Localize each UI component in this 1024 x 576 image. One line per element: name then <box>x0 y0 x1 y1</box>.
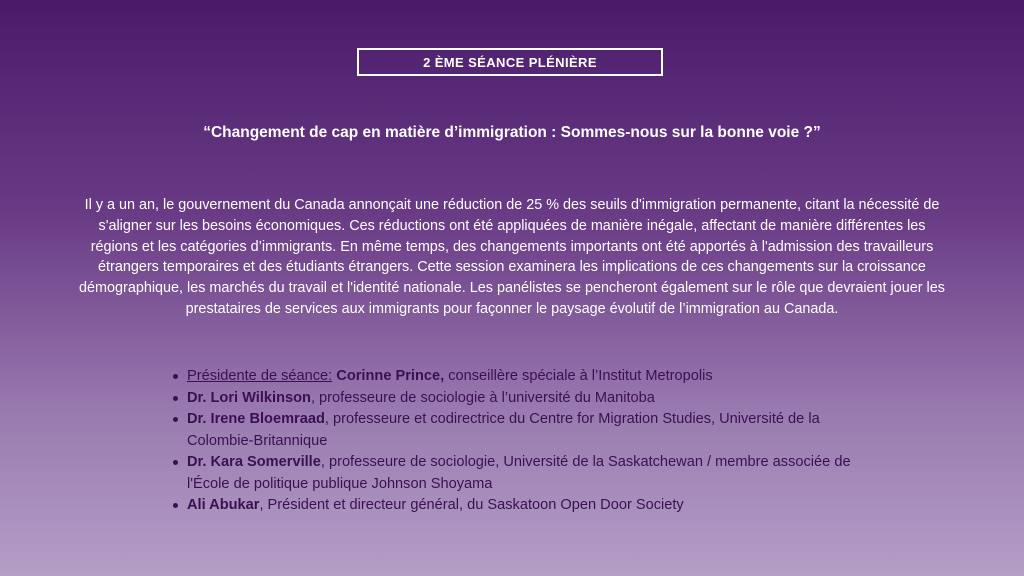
list-item-speaker <box>170 452 890 495</box>
list-item-speaker <box>170 388 890 410</box>
speaker-name: Dr. Irene Bloemraad <box>187 411 325 427</box>
chair-detail: conseillère spéciale à l’Institut Metropolis <box>444 368 713 384</box>
list-item-speaker <box>170 495 890 517</box>
speaker-name: Dr. Lori Wilkinson <box>187 389 311 406</box>
list-item-speaker <box>170 409 890 452</box>
panelist-list <box>170 366 890 517</box>
chair-name: Corinne Prince, <box>336 368 445 384</box>
session-description: Il y a un an, le gouvernement du Canada annonçait une réduction de 25 % des seuils d'immigration permanente, citant la nécessité de s'aligner sur les besoins économiques. Ces réductions ont été appliquées de manière inégale, affectant de manière différentes les régions et les catégories d’immigrants. En même temps, des changements importants ont été apportés à l'admission des travailleurs étrangers temporaires et des étudiants étrangers. Cette session examinera les implications de ces changements sur la croissance démographique, les marchés du travail et l'identité nationale. Les panélistes se pencheront également sur le rôle que devraient jouer les prestataires de services aux immigrants pour façonner le paysage évolutif de l’immigration au Canada. <box>79 197 945 317</box>
speaker-detail: , professeure de sociologie à l’université du Manitoba <box>310 389 655 406</box>
speaker-detail: , professeure de sociologie, Université de la Saskatchewan / membre associée de l'École de politique publique Johnson Shoyama <box>187 454 851 492</box>
speaker-detail: , Président et directeur général, du Saskatoon Open Door Society <box>259 497 684 513</box>
chair-role-label: Présidente de séance: <box>187 368 333 384</box>
speaker-name: Ali Abukar <box>187 497 260 513</box>
session-badge-label: 2 ÈME SÉANCE PLÉNIÈRE <box>423 54 597 70</box>
speaker-detail: , professeure et codirectrice du Centre for Migration Studies, Université de la Colombie-Britannique <box>187 411 820 449</box>
session-title: “Changement de cap en matière d’immigration : Sommes-nous sur la bonne voie ?” <box>203 124 821 141</box>
list-item-chair <box>170 366 890 388</box>
session-badge <box>357 48 663 76</box>
speaker-name: Dr. Kara Somerville <box>187 454 321 470</box>
